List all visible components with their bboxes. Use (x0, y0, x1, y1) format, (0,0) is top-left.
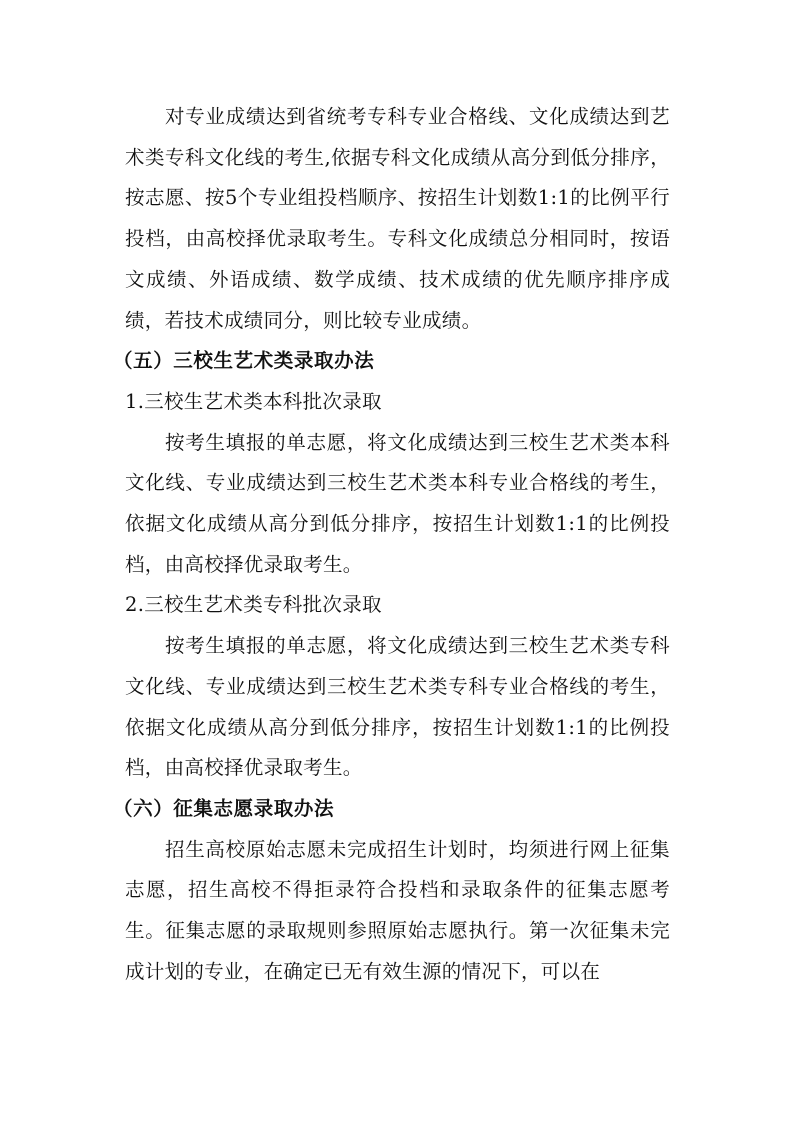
subheading-undergraduate: 1.三校生艺术类本科批次录取 (125, 389, 382, 413)
paragraph-solicitation-admission: 招生高校原始志愿未完成招生计划时，均须进行网上征集志愿，招生高校不得拒录符合投档和录取条件的征集志愿考生。征集志愿的录取规则参照原始志愿执行。第一次征集未完成计划的专业，在确定已无有效生源的情况下，可以在 (125, 837, 670, 983)
section-heading-six: （六）征集志愿录取办法 (113, 796, 335, 820)
document-body (113, 97, 670, 992)
subheading-specialist: 2.三校生艺术类专科批次录取 (125, 593, 382, 617)
paragraph-specialist-admission: 对专业成绩达到省统考专科专业合格线、文化成绩达到艺术类专科文化线的考生,依据专科文化成绩从高分到低分排序，按志愿、按5个专业组投档顺序、按招生计划数1:1的比例平行投档，由高校择优录取考生。专科文化成绩总分相同时，按语文成绩、外语成绩、数学成绩、技术成绩的优先顺序排序成绩，若技术成绩同分，则比较专业成绩。 (125, 105, 670, 332)
section-heading-five: （五）三校生艺术类录取办法 (113, 349, 375, 373)
paragraph-three-school-specialist: 按考生填报的单志愿，将文化成绩达到三校生艺术类专科文化线、专业成绩达到三校生艺术类专科专业合格线的考生，依据文化成绩从高分到低分排序，按招生计划数1:1的比例投档，由高校择优录取考生。 (125, 634, 670, 780)
paragraph-undergraduate-admission: 按考生填报的单志愿，将文化成绩达到三校生艺术类本科文化线、专业成绩达到三校生艺术类本科专业合格线的考生，依据文化成绩从高分到低分排序，按招生计划数1:1的比例投档，由高校择优录取考生。 (125, 430, 670, 576)
